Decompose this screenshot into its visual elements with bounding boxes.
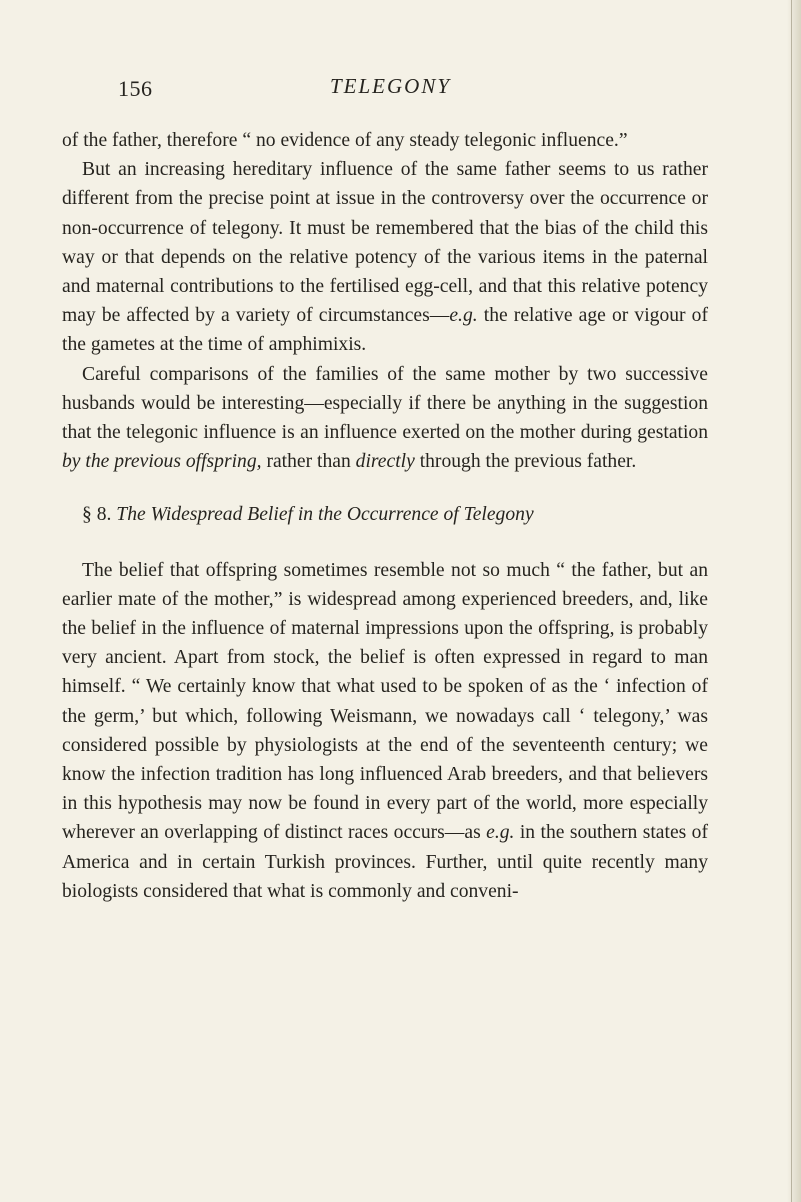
section-label: § 8. [82, 504, 112, 526]
paragraph-text: the relative age or vigour of the gametes at the time of amphimixis. [62, 305, 708, 356]
section-heading [62, 500, 708, 529]
paragraph-text: rather than [261, 451, 356, 473]
running-title: TELEGONY [330, 74, 452, 98]
emphasis-text: by the previous offspring, [62, 451, 262, 473]
paragraph-careful-comparisons [62, 360, 708, 477]
paragraph-continued [62, 126, 708, 155]
running-head [118, 74, 708, 108]
paragraph-text: Careful comparisons of the families of the same mother by two successive husbands would be interesting—especially if there be anything in the suggestion that the telegonic influence is an influence exerted on the mother during gestation [62, 363, 708, 444]
paragraph-text: But an increasing hereditary influence of the same father seems to us rather different from the precise point at issue in the controversy over the occurrence or non-occurrence of telegony. It must be remembered that the bias of the child this way or that depends on the relative potency of the various items in the paternal and maternal contributions to the fertilised egg-cell, and that this relative potency may be affected by a variety of circumstances— [62, 159, 708, 327]
page-edge-shadow [787, 0, 801, 1202]
section-title: The Widespread Belief in the Occurrence of Telegony [116, 504, 534, 526]
paragraph-text: The belief that offspring sometimes resemble not so much “ the father, but an earlier mate of the mother,” is widespread among experienced breeders, and, like the belief in the influence of maternal impressions upon the offspring, is probably very ancient. Apart from stock, the belief is often expressed in regard to man himself. “ We certainly know that what used to be spoken of as the ‘ infection of the germ,’ but which, following Weismann, we nowadays call ‘ telegony,’ was considered possible by physiologists at the end of the seventeenth century; we know the infection tradition has long influenced Arab breeders, and that believers in this hypothesis may now be found in every part of the world, more especially wherever an overlapping of distinct races occurs—as [62, 559, 708, 844]
paragraph-widespread-belief [62, 556, 708, 906]
paragraph-text: through the previous father. [414, 451, 637, 473]
emphasis-text: directly [355, 451, 415, 473]
abbreviation-eg: e.g. [486, 822, 515, 844]
paragraph-text: of the father, therefore “ no evidence of any steady telegonic influence.” [62, 130, 628, 151]
body-text [62, 126, 708, 906]
abbreviation-eg: e.g. [449, 305, 478, 327]
page-edge-line [791, 0, 792, 1202]
page-number: 156 [118, 76, 153, 101]
paragraph-text: in the southern states of America and in certain Turkish provinces. Further, until quite recently many biologists considered that what is commonly and conveni- [62, 822, 708, 902]
paragraph-hereditary-influence [62, 155, 708, 359]
